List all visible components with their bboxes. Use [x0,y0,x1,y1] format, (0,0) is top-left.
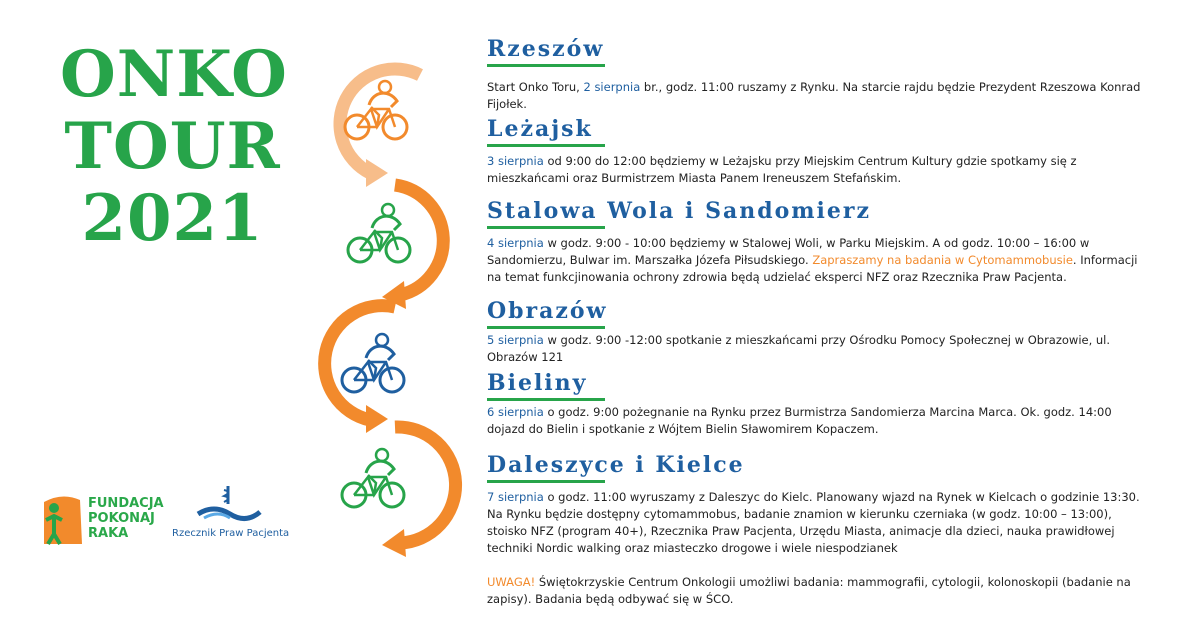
city-lezajsk: Leżajsk [487,116,593,142]
warning-text: UWAGA! Świętokrzyskie Centrum Onkologii umożliwi badania: mammografii, cytologii, kolonoskopii (badanie na zapisy). Badania będą odbywać się w ŚCO. [487,575,1131,606]
fundacja-line-3: RAKA [88,526,129,541]
city-obrazow: Obrazów [487,298,608,324]
title-year: 2021 [81,181,264,256]
fundacja-line-1: FUNDACJA [88,496,164,511]
arrow-4-icon [382,427,456,557]
rzecznik-logo-icon [194,484,264,526]
section-text: 4 sierpnia w godz. 9:00 - 10:00 będziemy w Stalowej Woli, w Parku Miejskim. A od godz. 10:00 – 16:00 w Sandomierzu, Bulwar im. Marszałka Józefa Piłsudskiego. Zapraszamy na badania w Cytomammobusie. Informacji na temat funkcjinowania ochrony zdrowia będą udzielać eksperci NFZ oraz Rzecznika Praw Pacjenta. [487,236,1138,284]
section-obrazow [487,298,1147,366]
cyclist-green-icon [348,204,410,262]
fundacja-logo [40,492,190,552]
route-arrows [300,55,470,565]
section-stalowa-wola [487,198,1147,286]
section-daleszyce [487,452,1147,608]
section-text: 3 sierpnia od 9:00 do 12:00 będziemy w Leżajsku przy Miejskim Centrum Kultury gdzie spotkamy się z mieszkańcami oraz Burmistrzem Miasta Panem Ireneuszem Stefańskim. [487,154,1077,185]
section-text: 5 sierpnia w godz. 9:00 -12:00 spotkanie z mieszkańcami przy Ośrodku Pomocy Społecznej w Obrazowie, ul. Obrazów 121 [487,333,1111,364]
city-underline [487,144,605,147]
city-bieliny: Bieliny [487,370,588,396]
rzecznik-text: Rzecznik Praw Pacjenta [172,528,290,539]
city-underline [487,480,605,483]
fundacja-line-2: POKONAJ [88,511,155,526]
city-stalowa-wola: Stalowa Wola i Sandomierz [487,198,871,224]
cyclist-green-2-icon [342,449,404,507]
city-daleszyce: Daleszyce i Kielce [487,452,745,478]
section-text: Start Onko Toru, 2 sierpnia br., godz. 11:00 ruszamy z Rynku. Na starcie rajdu będzie Prezydent Rzeszowa Konrad Fijołek. [487,80,1141,111]
fundacja-logo-icon [40,492,84,548]
section-rzeszow [487,36,1147,113]
section-text: 6 sierpnia o godz. 9:00 pożegnanie na Rynku przez Burmistrza Sandomierza Marcina Marca. Ok. godz. 14:00 dojazd do Bielin i spotkanie z Wójtem Bielin Sławomirem Kopaczem. [487,405,1112,436]
title-tour: TOUR [64,109,281,184]
city-underline [487,398,605,401]
city-underline [487,326,605,329]
city-rzeszow: Rzeszów [487,36,605,62]
section-bieliny [487,370,1147,438]
cyclist-blue-icon [342,334,404,392]
city-underline [487,64,605,67]
city-underline [487,226,605,229]
rzecznik-logo [172,484,302,546]
title-onko: ONKO [60,37,288,112]
section-text: 7 sierpnia o godz. 11:00 wyruszamy z Daleszyc do Kielc. Planowany wjazd na Rynek w Kielcach o godzinie 13:30. Na Rynku będzie dostępny cytomammobus, badanie znamion w kierunku czerniaka (w godz. 10:00 – 13:00), stoisko NFZ (program 40+), Rzecznika Praw Pacjenta, Urzędu Miasta, animacje dla dzieci, nauka prawidłowej techniki Nordic walking oraz miasteczko drogowe i wiele niespodzianek [487,490,1140,555]
section-lezajsk [487,116,1147,187]
